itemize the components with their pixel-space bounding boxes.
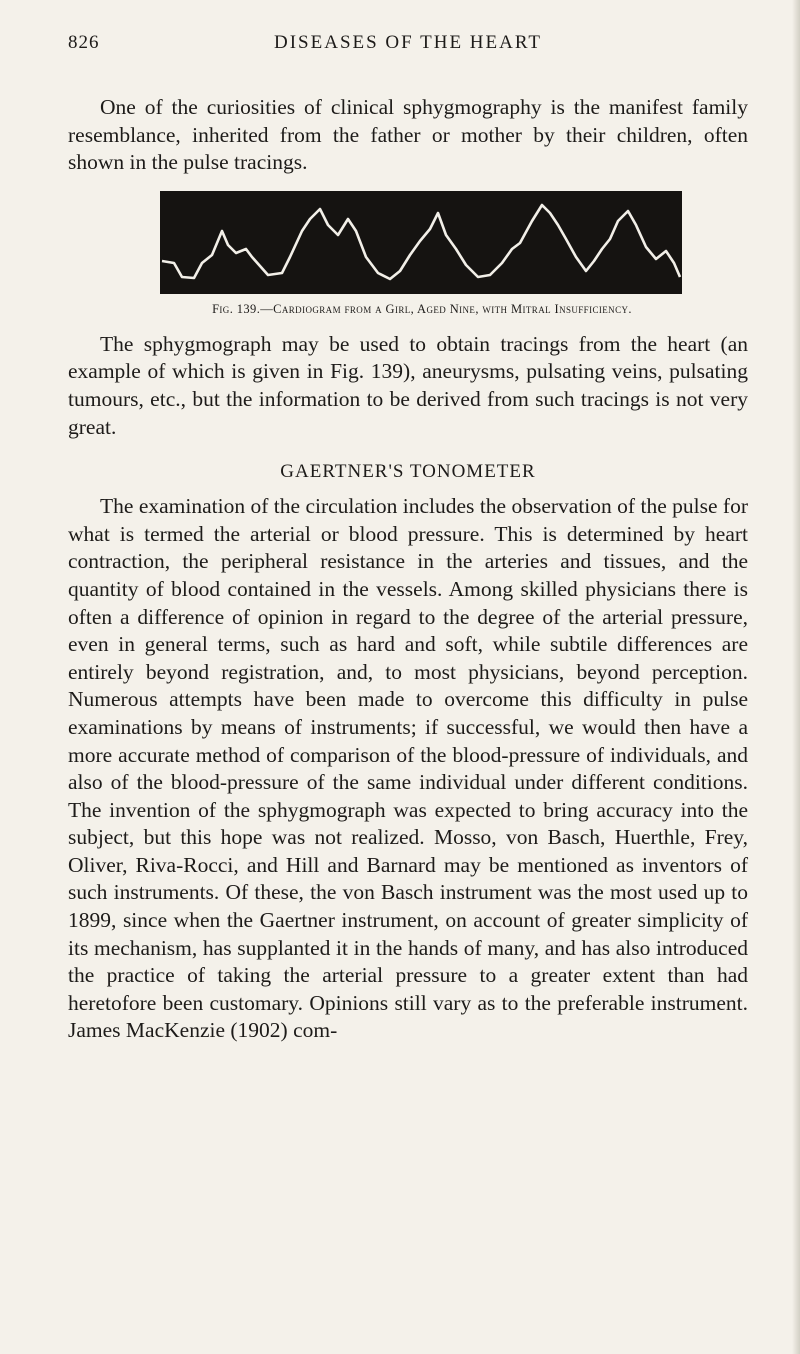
page-edge-shadow [792,0,800,1354]
paragraph-arterial-pressure: The examination of the circulation includes the observation of the pulse for what is termed the arterial or blood pressure. This is determined by heart contraction, the peripheral resistance in the arteries and tissues, and the quantity of blood contained in the vessels. Among skilled physicians there is often a difference of opinion in regard to the degree of the arterial pressure, even in general terms, such as hard and soft, while subtile differences are entirely beyond registration, and, to most physicians, beyond perception. Numerous attempts have been made to overcome this difficulty in pulse examinations by means of instruments; if successful, we would then have a more accurate method of comparison of the blood-pressure of individuals, and also of the blood-pressure of the same individual under different conditions. The invention of the sphygmograph was expected to bring accuracy into the subject, but this hope was not realized. Mosso, von Basch, Huerthle, Frey, Oliver, Riva-Rocci, and Hill and Barnard may be mentioned as inventors of such instruments. Of these, the von Basch instrument was the most used up to 1899, since when the Gaertner instrument, on account of greater simplicity of its mechanism, has supplanted it in the hands of many, and has also introduced the practice of taking the arterial pressure to a greater extent than had heretofore been customary. Opinions still vary as to the preferable instrument. James MacKenzie (1902) com- [68,494,748,1043]
cardiogram-tracing [160,191,682,294]
running-head [68,28,748,58]
page-number: 826 [68,32,100,53]
paragraph-sphygmograph-uses: The sphygmograph may be used to obtain tracings from the heart (an example of which is given in Fig. 139), aneurysms, pulsating veins, pulsating tumours, etc., but the information to be derived from such tracings is not very great. [68,331,748,439]
running-title: DISEASES OF THE HEART [274,32,542,53]
section-heading: GAERTNER'S TONOMETER [280,461,536,483]
figure-caption: Fig. 139.—Cardiogram from a Girl, Aged Nine, with Mitral Insufficiency. [212,301,632,316]
paragraph-family-resemblance: One of the curiosities of clinical sphygmography is the manifest family resemblance, inherited from the father or mother by their children, often shown in the pulse tracings. [68,95,748,175]
tracing-background [160,191,682,294]
figure-139 [160,191,682,317]
book-page [68,28,748,1045]
